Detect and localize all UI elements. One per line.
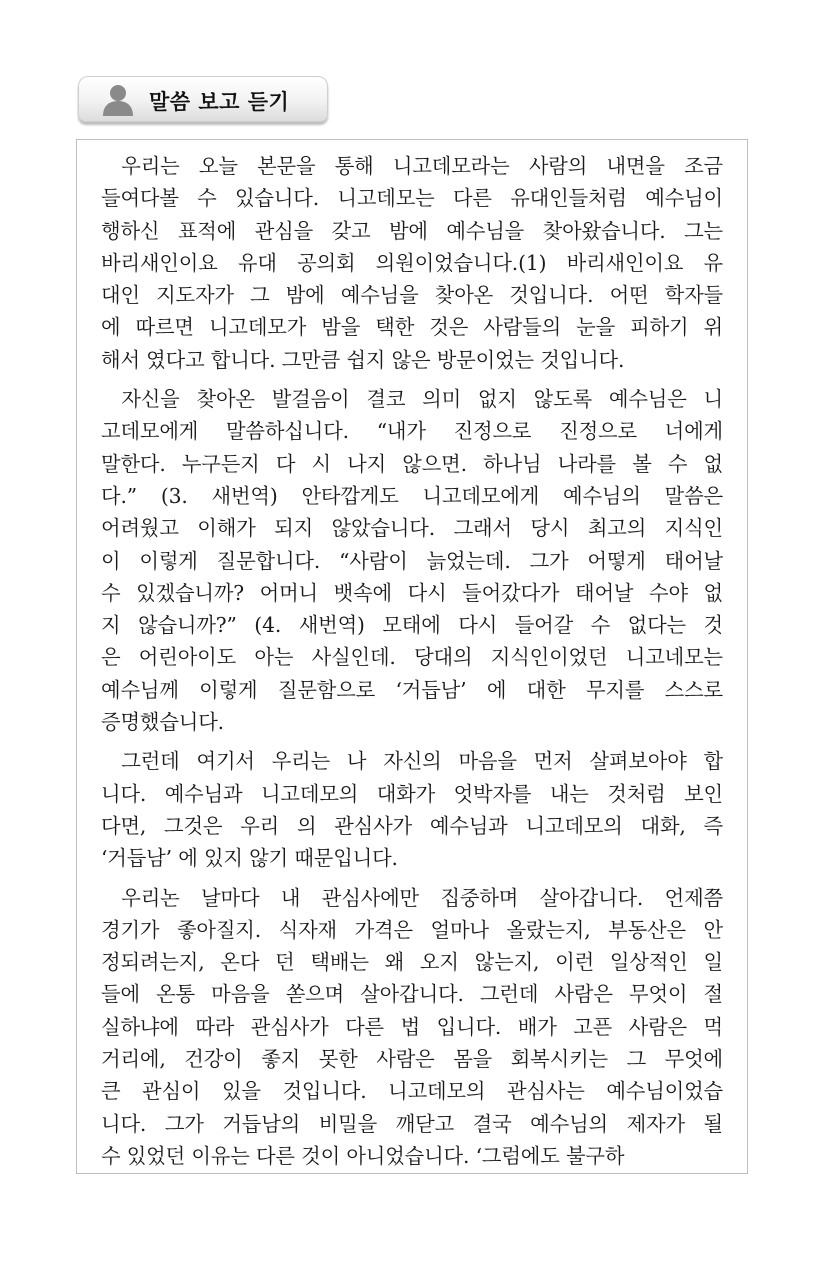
text-line: 니다. 그가 거듭남의 비밀을 깨닫고 결국 예수님의 제자가 될 — [101, 1111, 723, 1136]
text-line: 대인 지도자가 그 밤에 예수님을 찾아온 것입니다. 어떤 학자들 — [101, 283, 723, 308]
person-icon — [101, 83, 135, 117]
text-line: 큰 관심이 있을 것입니다. 니고데모의 관심사는 예수님이었습 — [101, 1079, 723, 1104]
text-line: 이 이렇게 질문합니다. “사람이 늙었는데. 그가 어떻게 태어날 — [101, 548, 723, 573]
text-line: 에 따르면 니고데모가 밤을 택한 것은 사람들의 눈을 피하기 위 — [101, 315, 723, 340]
text-line: 증명했습니다. — [101, 710, 224, 735]
text-line: 수 있었던 이유는 다른 것이 아니었습니다. ‘그럼에도 불구하 — [101, 1143, 625, 1168]
text-line: 해서 였다고 합니다. 그만큼 쉽지 않은 방문이었는 것입니다. — [101, 347, 625, 372]
text-line: 정되려는지, 온다 던 택배는 왜 오지 않는지, 이런 일상적인 일 — [101, 950, 723, 975]
sermon-text-box — [76, 139, 748, 1174]
text-line: 행하신 표적에 관심을 갖고 밤에 예수님을 찾아왔습니다. 그는 — [101, 218, 723, 243]
text-line: 다.” (3. 새번역) 안타깝게도 니고데모에게 예수님의 말씀은 — [101, 483, 723, 508]
text-line: 바리새인이요 유대 공의회 의원이었습니다.(1) 바리새인이요 유 — [101, 250, 723, 275]
text-line: 들여다볼 수 있습니다. 니고데모는 다른 유대인들처럼 예수님이 — [101, 186, 723, 211]
text-line: 실하냐에 따라 관심사가 다른 법 입니다. 배가 고픈 사람은 먹 — [101, 1014, 723, 1039]
text-line: 어려웠고 이해가 되지 않았습니다. 그래서 당시 최고의 지식인 — [101, 516, 723, 541]
paragraph — [101, 882, 723, 1173]
text-line: 자신을 찾아온 발걸음이 결코 의미 없지 않도록 예수님은 니 — [121, 387, 723, 412]
text-line: 고데모에게 말씀하십니다. “내가 진정으로 진정으로 너에게 — [101, 419, 723, 444]
text-line: 은 어린아이도 아는 사실인데. 당대의 지식인이었던 니고네모는 — [101, 645, 723, 670]
text-line: 다면, 그것은 우리 의 관심사가 예수님과 니고데모의 대화, 즉 — [101, 813, 723, 838]
text-line: 경기가 좋아질지. 식자재 가격은 얼마나 올랐는지, 부동산은 안 — [101, 917, 723, 942]
text-line: 예수님께 이렇게 질문함으로 ‘거듭남’ 에 대한 무지를 스스로 — [101, 677, 723, 702]
text-line: 지 않습니까?” (4. 새번역) 모태에 다시 들어갈 수 없다는 것 — [101, 613, 723, 638]
text-line: 그런데 여기서 우리는 나 자신의 마음을 먼저 살펴보아야 합 — [121, 749, 723, 774]
text-line: 수 있겠습니까? 어머니 뱃속에 다시 들어갔다가 태어날 수야 없 — [101, 580, 723, 605]
text-line: 니다. 예수님과 니고데모의 대화가 엇박자를 내는 것처럼 보인 — [101, 781, 723, 806]
text-line: 들에 온통 마음을 쏟으며 살아갑니다. 그런데 사람은 무엇이 절 — [101, 982, 723, 1007]
text-line: ‘거듭남’ 에 있지 않기 때문입니다. — [101, 846, 398, 871]
section-header-tab — [78, 76, 328, 122]
text-line: 거리에, 건강이 좋지 못한 사람은 몸을 회복시키는 그 무엇에 — [101, 1047, 723, 1072]
paragraph-container — [101, 150, 723, 1172]
text-line: 말한다. 누구든지 다 시 나지 않으면. 하나님 나라를 볼 수 없 — [101, 451, 723, 476]
paragraph — [101, 745, 723, 874]
paragraph — [101, 150, 723, 376]
section-title: 말씀 보고 듣기 — [149, 90, 290, 114]
text-line: 우리는 오늘 본문을 통해 니고데모라는 사람의 내면을 조금 — [121, 154, 723, 178]
paragraph — [101, 383, 723, 738]
text-line: 우리논 날마다 내 관심사에만 집중하며 살아갑니다. 언제쯤 — [121, 885, 723, 910]
